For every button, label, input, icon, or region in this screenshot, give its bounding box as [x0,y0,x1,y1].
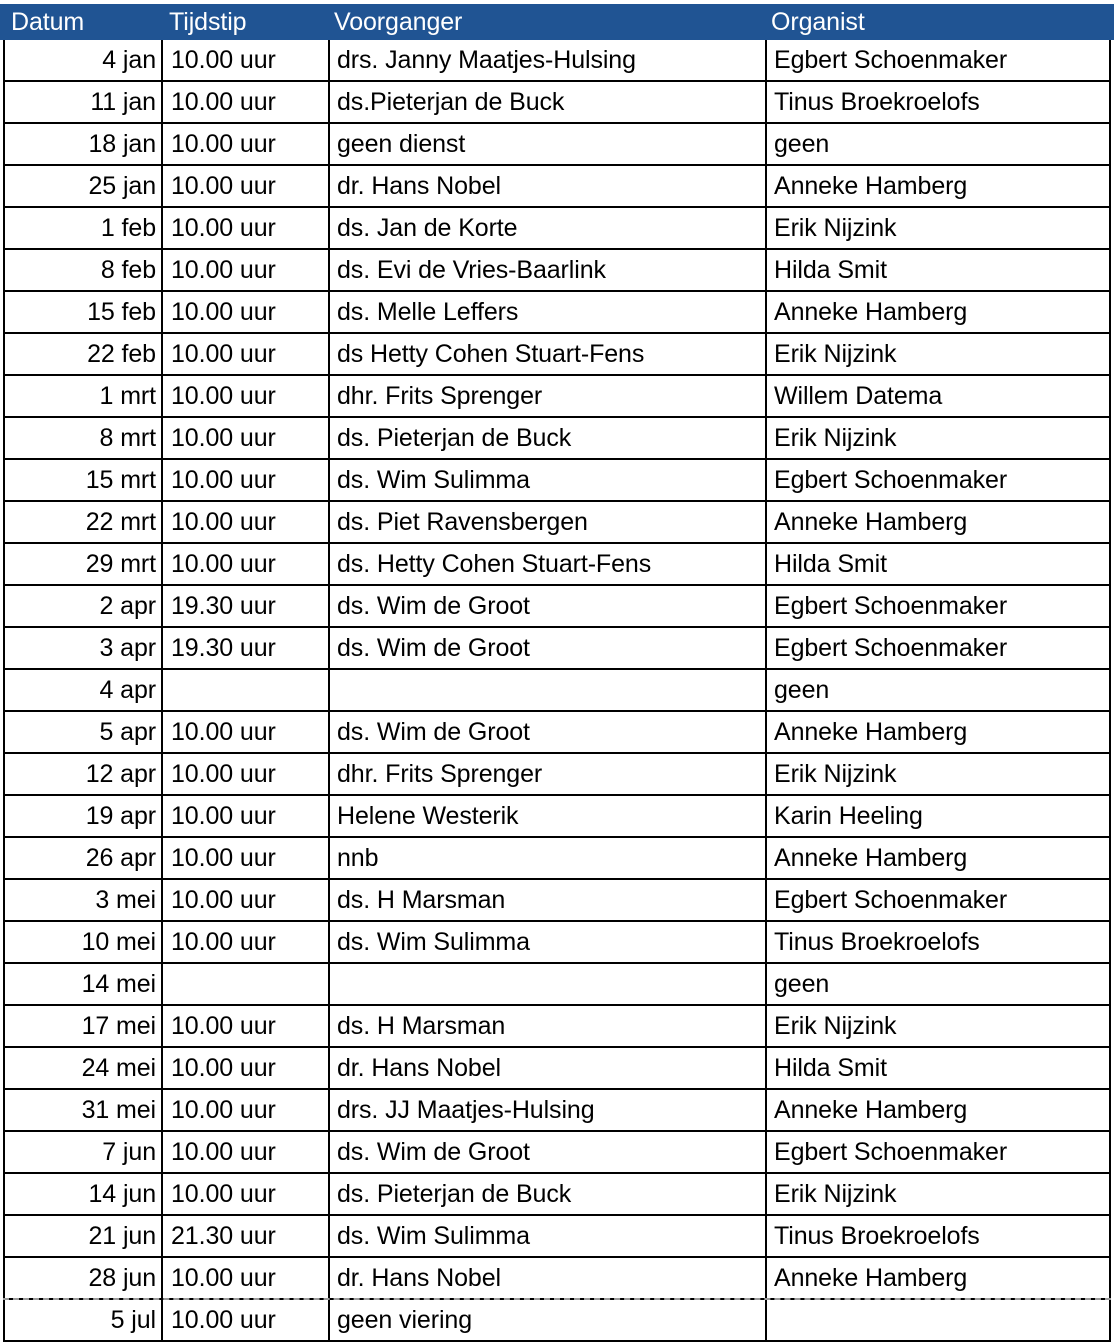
cell-voorganger[interactable]: nnb [330,838,767,878]
cell-organist[interactable] [767,1300,1109,1340]
cell-organist[interactable]: Egbert Schoenmaker [774,592,1008,620]
table-row[interactable] [3,1132,1111,1174]
table-row[interactable] [3,292,1111,334]
cell-voorganger[interactable]: dr. Hans Nobel [330,166,767,206]
cell-datum[interactable]: 15 feb [5,292,163,332]
cell-tijdstip[interactable]: 10.00 uur [165,208,330,248]
cell-organist[interactable]: Tinus Broekroelofs [774,88,980,116]
cell-organist[interactable]: Egbert Schoenmaker [774,886,1008,914]
table-row[interactable] [3,166,1111,208]
cell-datum[interactable]: 15 mrt [5,460,163,500]
cell-voorganger[interactable]: ds. Jan de Korte [330,208,767,248]
cell-organist[interactable]: Egbert Schoenmaker [774,634,1008,662]
table-row[interactable] [3,1300,1111,1342]
cell-voorganger[interactable]: drs. JJ Maatjes-Hulsing [330,1090,767,1130]
cell-datum[interactable]: 5 apr [5,712,163,752]
cell-datum[interactable]: 4 jan [5,40,163,80]
table-row[interactable] [3,838,1111,880]
cell-organist[interactable]: Anneke Hamberg [774,1096,968,1124]
cell-organist[interactable]: Karin Heeling [774,802,923,830]
cell-tijdstip[interactable]: 10.00 uur [165,712,330,752]
cell-tijdstip[interactable]: 10.00 uur [165,1048,330,1088]
cell-organist[interactable]: Anneke Hamberg [774,844,968,872]
cell-voorganger[interactable]: ds. H Marsman [330,1006,767,1046]
cell-datum[interactable]: 28 jun [5,1258,163,1298]
cell-organist[interactable]: Erik Nijzink [774,1012,897,1040]
cell-tijdstip[interactable]: 10.00 uur [165,250,330,290]
table-row[interactable] [3,250,1111,292]
cell-organist[interactable]: Egbert Schoenmaker [774,466,1008,494]
table-row[interactable] [3,82,1111,124]
cell-voorganger[interactable] [330,670,767,710]
cell-organist[interactable]: geen [774,676,830,704]
cell-datum[interactable]: 18 jan [5,124,163,164]
table-header-row [0,4,1114,40]
cell-datum[interactable]: 14 jun [5,1174,163,1214]
cell-tijdstip[interactable]: 19.30 uur [165,586,330,626]
cell-voorganger[interactable]: ds. Melle Leffers [330,292,767,332]
column-header-voorganger[interactable]: Voorganger [334,8,463,36]
cell-voorganger[interactable]: ds. Piet Ravensbergen [330,502,767,542]
table-row[interactable] [3,1090,1111,1132]
cell-voorganger[interactable]: ds. Wim de Groot [330,1132,767,1172]
cell-voorganger[interactable]: ds. Evi de Vries-Baarlink [330,250,767,290]
table-row[interactable] [3,1216,1111,1258]
cell-tijdstip[interactable] [165,964,330,1004]
table-row[interactable] [3,880,1111,922]
table-row[interactable] [3,40,1111,82]
cell-voorganger[interactable]: ds. Wim de Groot [330,586,767,626]
cell-tijdstip[interactable]: 10.00 uur [165,838,330,878]
table-row[interactable] [3,586,1111,628]
table-row[interactable] [3,1006,1111,1048]
cell-tijdstip[interactable]: 10.00 uur [165,82,330,122]
cell-voorganger[interactable]: ds. Pieterjan de Buck [330,1174,767,1214]
cell-voorganger[interactable]: ds. Wim Sulimma [330,922,767,962]
cell-organist[interactable]: Anneke Hamberg [774,1264,968,1292]
cell-datum[interactable]: 12 apr [5,754,163,794]
table-row[interactable] [3,418,1111,460]
table-row[interactable] [3,1174,1111,1216]
cell-datum[interactable]: 25 jan [5,166,163,206]
cell-datum[interactable]: 3 mei [5,880,163,920]
cell-voorganger[interactable]: ds. Wim Sulimma [330,460,767,500]
cell-tijdstip[interactable]: 10.00 uur [165,334,330,374]
cell-datum[interactable]: 19 apr [5,796,163,836]
table-row[interactable] [3,544,1111,586]
cell-datum[interactable]: 11 jan [5,82,163,122]
cell-organist[interactable]: Hilda Smit [774,256,887,284]
cell-tijdstip[interactable]: 10.00 uur [165,754,330,794]
cell-tijdstip[interactable]: 10.00 uur [165,1300,330,1340]
cell-datum[interactable]: 24 mei [5,1048,163,1088]
table-row[interactable] [3,334,1111,376]
cell-datum[interactable]: 5 jul [5,1300,163,1340]
cell-organist[interactable]: Anneke Hamberg [774,172,968,200]
cell-organist[interactable]: Erik Nijzink [774,1180,897,1208]
cell-organist[interactable]: Erik Nijzink [774,214,897,242]
cell-datum[interactable]: 21 jun [5,1216,163,1256]
cell-datum[interactable]: 2 apr [5,586,163,626]
cell-datum[interactable]: 31 mei [5,1090,163,1130]
cell-datum[interactable]: 29 mrt [5,544,163,584]
cell-organist[interactable]: Erik Nijzink [774,424,897,452]
cell-voorganger[interactable]: drs. Janny Maatjes-Hulsing [330,40,767,80]
cell-voorganger[interactable]: Helene Westerik [330,796,767,836]
table-row[interactable] [3,376,1111,418]
cell-organist[interactable]: Anneke Hamberg [774,508,968,536]
cell-voorganger[interactable]: ds. Hetty Cohen Stuart-Fens [330,544,767,584]
cell-tijdstip[interactable] [165,670,330,710]
cell-tijdstip[interactable]: 10.00 uur [165,544,330,584]
column-header-datum[interactable]: Datum [11,8,85,36]
cell-datum[interactable]: 3 apr [5,628,163,668]
cell-tijdstip[interactable]: 19.30 uur [165,628,330,668]
cell-datum[interactable]: 22 feb [5,334,163,374]
cell-datum[interactable]: 10 mei [5,922,163,962]
cell-tijdstip[interactable]: 10.00 uur [165,1174,330,1214]
cell-tijdstip[interactable]: 10.00 uur [165,1258,330,1298]
cell-tijdstip[interactable]: 10.00 uur [165,1006,330,1046]
cell-tijdstip[interactable]: 10.00 uur [165,418,330,458]
cell-organist[interactable]: Anneke Hamberg [774,298,968,326]
cell-tijdstip[interactable]: 21.30 uur [165,1216,330,1256]
cell-organist[interactable]: Anneke Hamberg [774,718,968,746]
cell-organist[interactable]: Hilda Smit [774,1054,887,1082]
cell-organist[interactable]: geen [774,130,830,158]
cell-tijdstip[interactable]: 10.00 uur [165,796,330,836]
cell-tijdstip[interactable]: 10.00 uur [165,1132,330,1172]
cell-organist[interactable]: Hilda Smit [774,550,887,578]
column-header-organist[interactable]: Organist [771,8,865,36]
table-row[interactable] [3,208,1111,250]
table-row[interactable] [3,124,1111,166]
table-row[interactable] [3,628,1111,670]
cell-voorganger[interactable]: ds. Wim de Groot [330,712,767,752]
cell-voorganger[interactable]: ds. H Marsman [330,880,767,920]
table-row[interactable] [3,964,1111,1006]
cell-tijdstip[interactable]: 10.00 uur [165,376,330,416]
cell-datum[interactable]: 8 feb [5,250,163,290]
cell-tijdstip[interactable]: 10.00 uur [165,1090,330,1130]
cell-organist[interactable]: Willem Datema [774,382,943,410]
cell-datum[interactable]: 8 mrt [5,418,163,458]
table-row[interactable] [3,460,1111,502]
cell-datum[interactable]: 22 mrt [5,502,163,542]
table-row[interactable] [3,712,1111,754]
cell-tijdstip[interactable]: 10.00 uur [165,880,330,920]
table-row[interactable] [3,670,1111,712]
cell-datum[interactable]: 14 mei [5,964,163,1004]
cell-organist[interactable]: Erik Nijzink [774,340,897,368]
cell-organist[interactable]: Erik Nijzink [774,760,897,788]
cell-organist[interactable]: geen [774,970,830,998]
cell-organist[interactable]: Egbert Schoenmaker [774,1138,1008,1166]
cell-voorganger[interactable]: ds.Pieterjan de Buck [330,82,767,122]
cell-voorganger[interactable]: ds. Wim de Groot [330,628,767,668]
cell-tijdstip[interactable]: 10.00 uur [165,124,330,164]
cell-datum[interactable]: 7 jun [5,1132,163,1172]
cell-datum[interactable]: 4 apr [5,670,163,710]
cell-tijdstip[interactable]: 10.00 uur [165,292,330,332]
cell-datum[interactable]: 1 feb [5,208,163,248]
cell-tijdstip[interactable]: 10.00 uur [165,166,330,206]
cell-organist[interactable]: Tinus Broekroelofs [774,928,980,956]
cell-voorganger[interactable]: ds. Pieterjan de Buck [330,418,767,458]
cell-voorganger[interactable] [330,964,767,1004]
cell-voorganger[interactable]: ds Hetty Cohen Stuart-Fens [330,334,767,374]
table-row[interactable] [3,1258,1111,1300]
table-row[interactable] [3,754,1111,796]
table-row[interactable] [3,796,1111,838]
cell-tijdstip[interactable]: 10.00 uur [165,40,330,80]
cell-organist[interactable]: Tinus Broekroelofs [774,1222,980,1250]
cell-voorganger[interactable]: geen viering [330,1300,767,1340]
table-row[interactable] [3,922,1111,964]
cell-datum[interactable]: 1 mrt [5,376,163,416]
cell-voorganger[interactable]: ds. Wim Sulimma [330,1216,767,1256]
cell-tijdstip[interactable]: 10.00 uur [165,502,330,542]
cell-voorganger[interactable]: dhr. Frits Sprenger [330,376,767,416]
cell-tijdstip[interactable]: 10.00 uur [165,460,330,500]
cell-voorganger[interactable]: dr. Hans Nobel [330,1258,767,1298]
cell-datum[interactable]: 17 mei [5,1006,163,1046]
cell-voorganger[interactable]: dhr. Frits Sprenger [330,754,767,794]
cell-voorganger[interactable]: geen dienst [330,124,767,164]
cell-organist[interactable]: Egbert Schoenmaker [774,46,1008,74]
table-body [3,40,1111,1342]
column-header-tijdstip[interactable]: Tijdstip [169,8,247,36]
table-row[interactable] [3,502,1111,544]
cell-datum[interactable]: 26 apr [5,838,163,878]
cell-voorganger[interactable]: dr. Hans Nobel [330,1048,767,1088]
table-row[interactable] [3,1048,1111,1090]
cell-tijdstip[interactable]: 10.00 uur [165,922,330,962]
